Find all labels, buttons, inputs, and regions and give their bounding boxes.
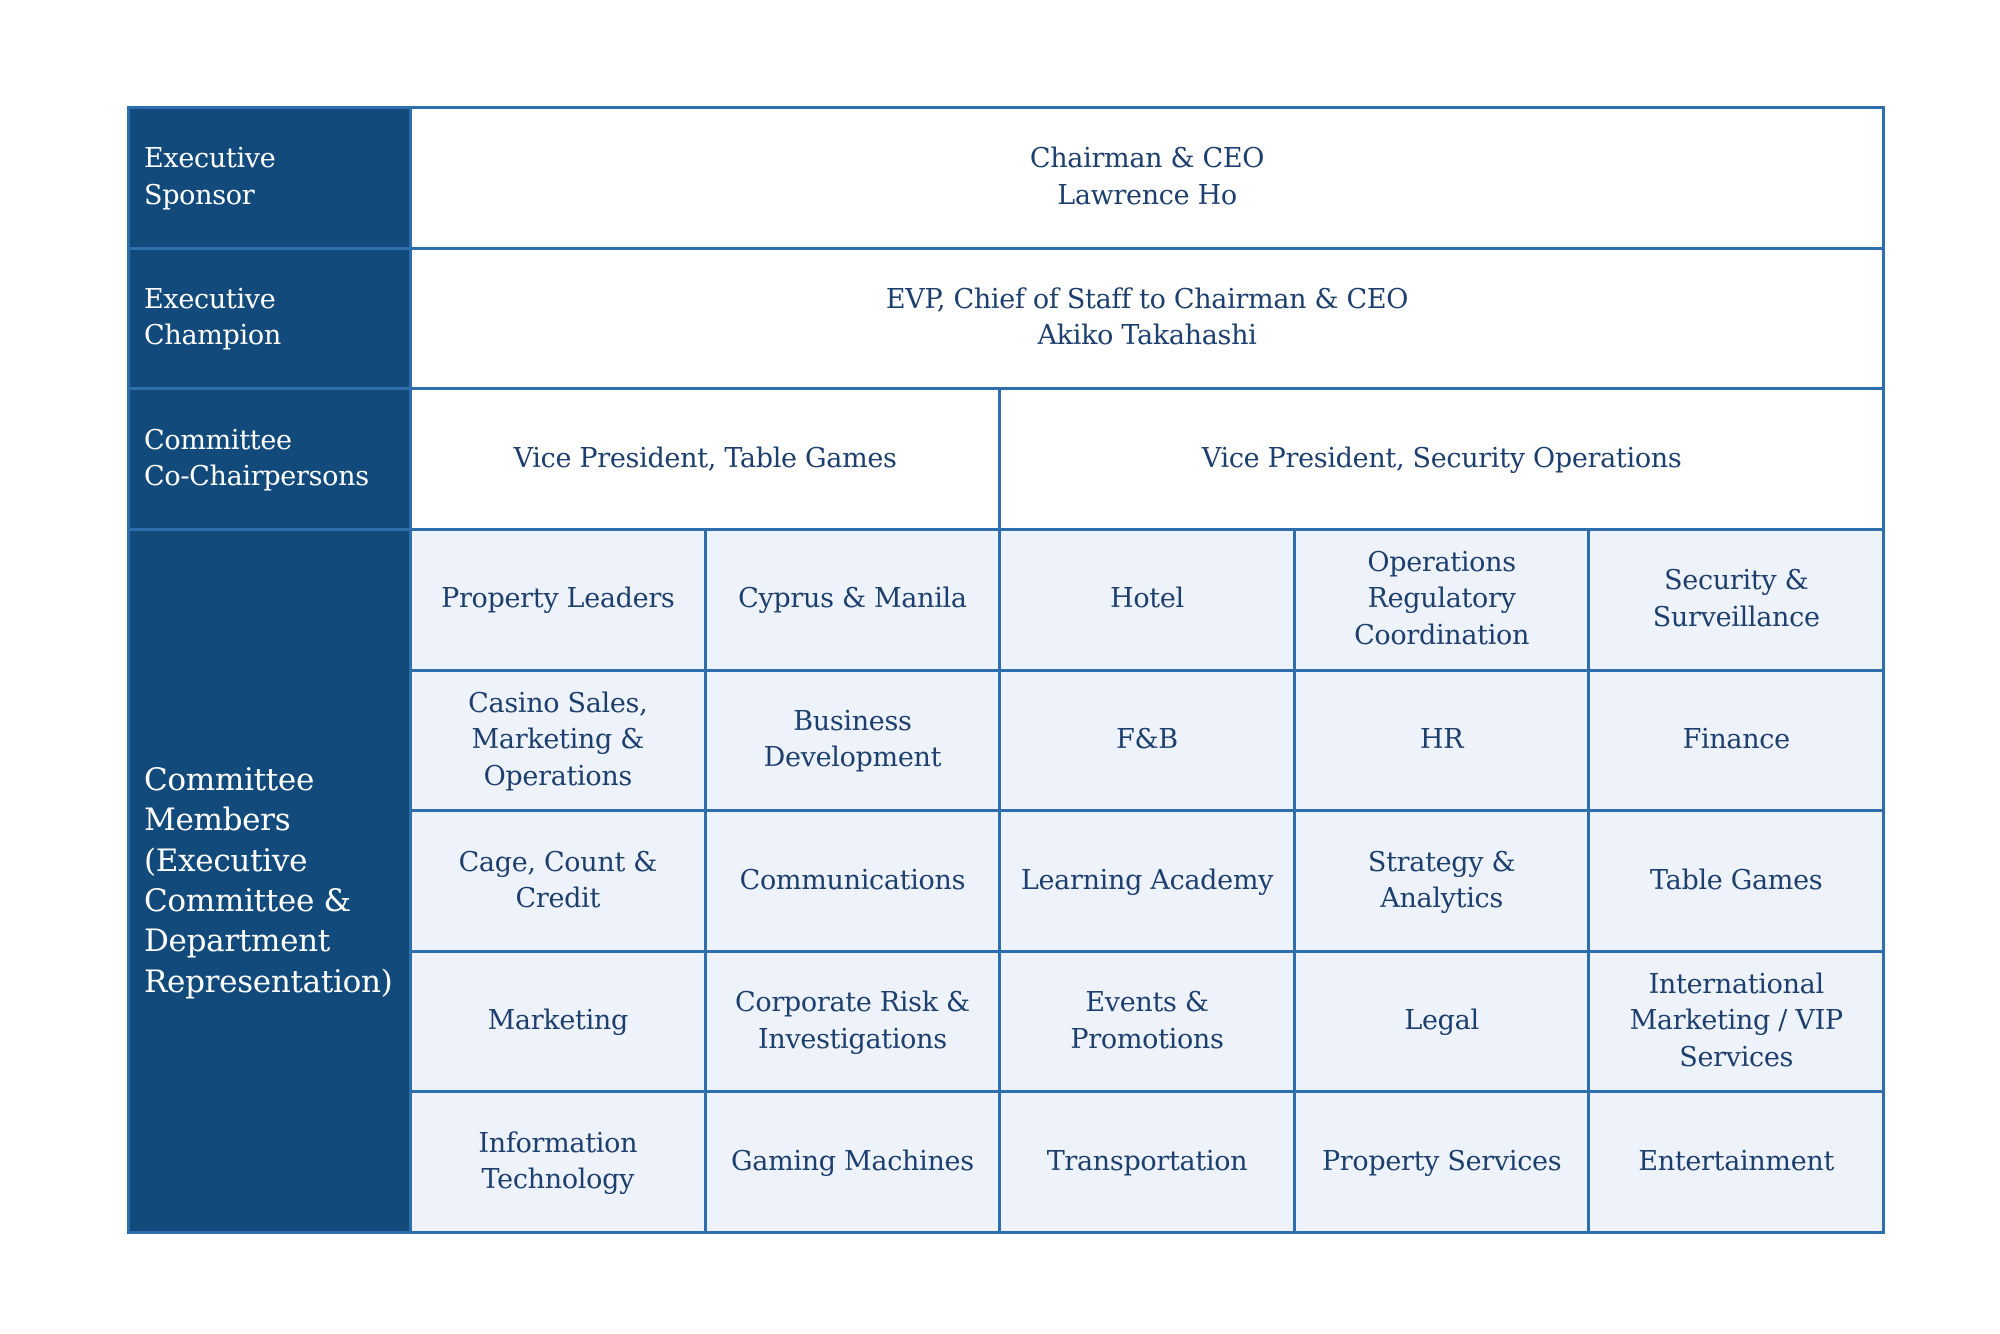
member-cell: Table Games — [1590, 812, 1882, 950]
member-cell: Entertainment — [1590, 1093, 1882, 1231]
member-cell: Information Technology — [412, 1093, 704, 1231]
member-cell: Operations Regulatory Coordination — [1296, 531, 1588, 669]
member-cell: Corporate Risk & Investigations — [707, 953, 999, 1091]
member-cell: Events & Promotions — [1001, 953, 1293, 1091]
co-chairpersons-label: Committee Co-Chairpersons — [130, 390, 409, 528]
executive-champion-title: EVP, Chief of Staff to Chairman & CEO Akiko Takahashi — [412, 250, 1882, 388]
committee-members-label: Committee Members (Executive Committee & Department Representation) — [130, 531, 409, 1231]
executive-champion-label: Executive Champion — [130, 250, 409, 388]
member-cell: Legal — [1296, 953, 1588, 1091]
member-cell: Learning Academy — [1001, 812, 1293, 950]
member-cell: Security & Surveillance — [1590, 531, 1882, 669]
member-cell: F&B — [1001, 672, 1293, 810]
member-cell: Property Leaders — [412, 531, 704, 669]
member-cell: International Marketing / VIP Services — [1590, 953, 1882, 1091]
member-cell: Communications — [707, 812, 999, 950]
member-cell: Cage, Count & Credit — [412, 812, 704, 950]
member-cell: HR — [1296, 672, 1588, 810]
member-cell: Gaming Machines — [707, 1093, 999, 1231]
member-cell: Marketing — [412, 953, 704, 1091]
member-cell: Business Development — [707, 672, 999, 810]
member-cell: Cyprus & Manila — [707, 531, 999, 669]
executive-sponsor-title: Chairman & CEO Lawrence Ho — [412, 109, 1882, 247]
member-cell: Casino Sales, Marketing & Operations — [412, 672, 704, 810]
member-cell: Hotel — [1001, 531, 1293, 669]
member-cell: Strategy & Analytics — [1296, 812, 1588, 950]
co-chair-security-operations: Vice President, Security Operations — [1001, 390, 1882, 528]
member-cell: Property Services — [1296, 1093, 1588, 1231]
org-chart-table — [127, 106, 1885, 1234]
member-cell: Transportation — [1001, 1093, 1293, 1231]
co-chair-table-games: Vice President, Table Games — [412, 390, 998, 528]
member-cell: Finance — [1590, 672, 1882, 810]
executive-sponsor-label: Executive Sponsor — [130, 109, 409, 247]
